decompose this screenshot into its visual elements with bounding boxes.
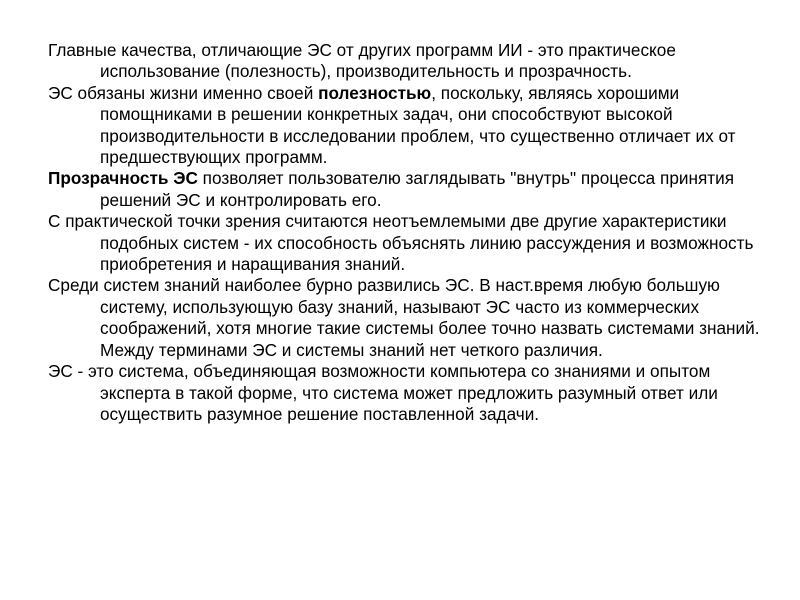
paragraph-text: ЭС - это система, объединяющая возможности компьютера со знаниями и опытом эксперта в такой форме, что система может предложить разумный ответ или осуществить разумное решение поставленной задачи.: [48, 361, 718, 424]
paragraph-transparency: [48, 168, 768, 211]
bold-term-usefulness: полезностью: [318, 82, 432, 103]
paragraph-text-post: , поскольку, являясь хорошими помощниками в решении конкретных задач, они способствуют высокой производительности в исследовании проблем, что существенно отличает их от предшествующих программ.: [100, 82, 736, 168]
paragraph-text-pre: ЭС обязаны жизни именно своей: [48, 82, 319, 103]
paragraph-main-qualities: [48, 40, 768, 83]
paragraph-usefulness: [48, 83, 768, 169]
paragraph-knowledge-systems: [48, 275, 768, 361]
paragraph-text: С практической точки зрения считаются неотъемлемыми две другие характеристики подобных систем - их способность объяснять линию рассуждения и возможность приобретения и наращивания знаний.: [48, 211, 754, 275]
paragraph-es-definition: [48, 361, 768, 425]
paragraph-text: Главные качества, отличающие ЭС от других программ ИИ - это практическое использование (полезность), производительность и прозрачность.: [48, 40, 676, 82]
paragraph-text-post: позволяет пользователю заглядывать "внутрь" процесса принятия решений ЭС и контролировать его.: [100, 168, 735, 210]
bold-term-transparency: Прозрачность ЭС: [48, 168, 198, 189]
slide-text-body: [48, 40, 768, 425]
paragraph-text: Среди систем знаний наиболее бурно развились ЭС. В наст.время любую большую систему, использующую базу знаний, называют ЭС часто из коммерческих соображений, хотя многие такие системы более точно назвать системами знаний. Между терминами ЭС и системы знаний нет четкого различия.: [48, 275, 760, 360]
paragraph-practical-view: [48, 211, 768, 275]
